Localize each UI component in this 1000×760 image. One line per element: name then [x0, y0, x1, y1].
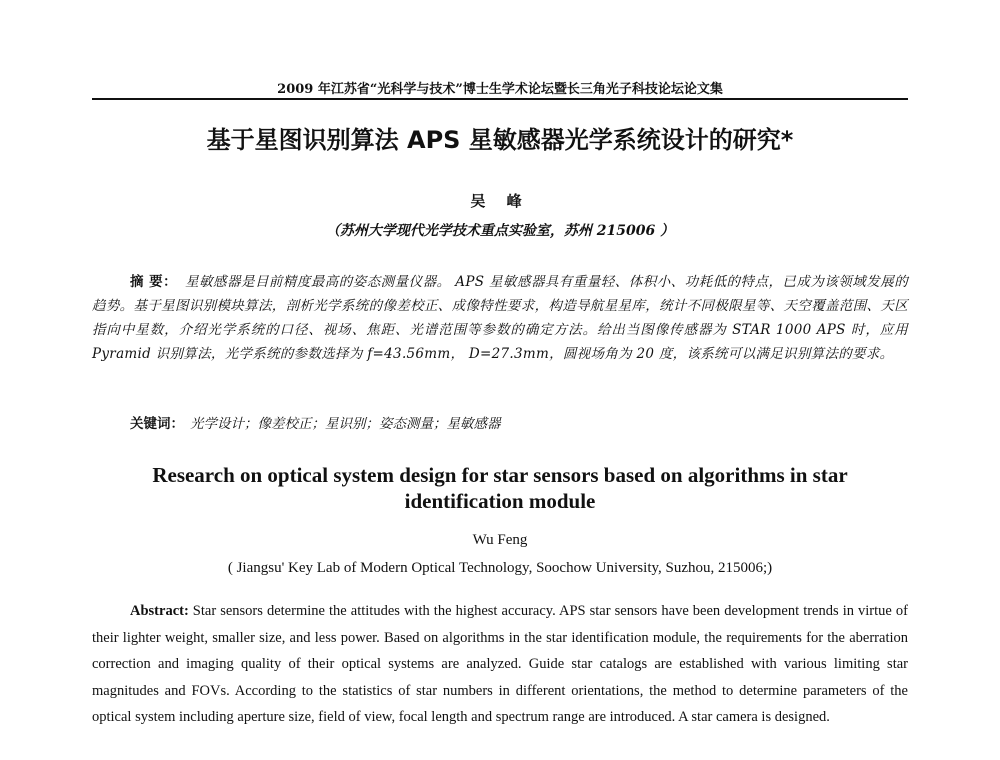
english-abstract-text: Star sensors determine the attitudes with the highest accuracy. APS star sensors have been development trends in virtue of their lighter weight, smaller size, and less power. Based on algorithms in the star identification module, the requirements for the aberration correction and imaging quality of their optical systems are analyzed. Guide star catalogs are established with various limiting star magnitudes and FOVs. According to the statistics of star numbers in different orientations, the method to determine parameters of the optical system including aperture size, field of view, focal length and spectrum range are introduced. A star camera is designed. [92, 603, 908, 725]
chinese-abstract-text: 星敏感器是目前精度最高的姿态测量仪器。 APS 星敏感器具有重量轻、体积小、功耗低的特点，已成为该领域发展的趋势。基于星图识别模块算法，剖析光学系统的像差校正、成像特性要求，构造导航星星库，统计不同极限星等、天空覆盖范围、天区指向中星数，介绍光学系统的口径、视场、焦距、光谱范围等参数的确定方法。给出当图像传感器为 STAR 1000 APS 时，应用 Pyramid 识别算法，光学系统的参数选择为 f=43.56mm， D=27.3mm，圆视场角为 20 度，该系统可以满足识别算法的要求。 [92, 274, 908, 362]
english-title: Research on optical system design for star sensors based on algorithms in star identification module [152, 463, 848, 513]
chinese-keywords-label: 关键词： [130, 416, 184, 432]
english-author: Wu Feng [472, 532, 528, 548]
chinese-affiliation: （苏州大学现代光学技术重点实验室，苏州 215006 ） [325, 223, 675, 239]
chinese-keywords-text: 光学设计；像差校正；星识别；姿态测量；星敏感器 [190, 416, 501, 432]
english-abstract-label: Abstract: [130, 603, 189, 619]
chinese-title: 基于星图识别算法 APS 星敏感器光学系统设计的研究* [206, 126, 794, 154]
english-abstract [92, 598, 908, 731]
chinese-abstract [92, 270, 908, 366]
proceedings-header: 2009 年江苏省“光科学与技术”博士生学术论坛暨长三角光子科技论坛论文集 [277, 82, 723, 97]
header-divider [92, 98, 908, 100]
chinese-author: 吴 峰 [470, 192, 530, 210]
chinese-abstract-label: 摘 要： [130, 274, 178, 290]
chinese-keywords [130, 412, 501, 432]
english-affiliation: ( Jiangsu' Key Lab of Modern Optical Technology, Soochow University, Suzhou, 215006;) [227, 560, 773, 576]
